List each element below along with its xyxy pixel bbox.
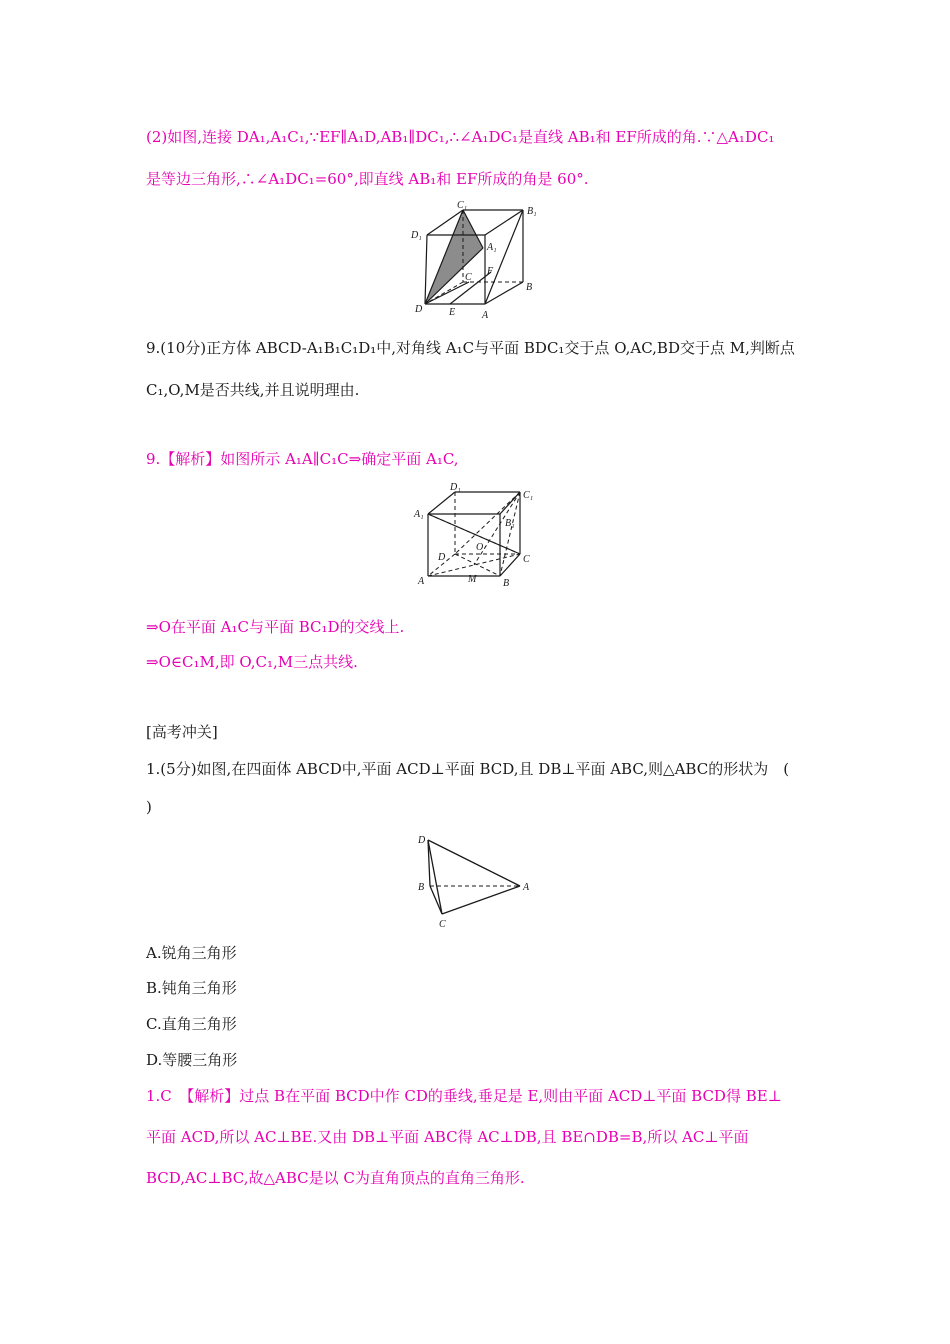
label-A: A	[523, 882, 530, 893]
label-E: E	[449, 307, 456, 318]
solution-9-line3: ⇒O∈C₁M,即 O,C₁,M三点共线.	[146, 653, 358, 671]
label-D1: D₁	[450, 482, 461, 493]
label-C1: C₁	[523, 490, 534, 501]
label-D1: D₁	[411, 230, 422, 241]
option-a: A.锐角三角形	[146, 944, 237, 962]
question-9-line2: C₁,O,M是否共线,并且说明理由.	[146, 381, 360, 399]
solution-1-line3: BCD,AC⊥BC,故△ABC是以 C为直角顶点的直角三角形.	[146, 1169, 525, 1187]
question-9-line1: 9.(10分)正方体 ABCD-A₁B₁C₁D₁中,对角线 A₁C与平面 BDC₁交于点 O,AC,BD交于点 M,判断点	[146, 339, 795, 357]
option-c: C.直角三角形	[146, 1015, 237, 1033]
label-C: C	[439, 919, 446, 930]
label-D: D	[438, 552, 446, 563]
label-B1: B₁	[527, 206, 537, 217]
label-C1: C₁	[457, 200, 468, 211]
label-B1: B₁	[505, 518, 515, 529]
label-B: B	[418, 882, 425, 893]
label-B: B	[526, 282, 533, 293]
solution-8-part2-line1: (2)如图,连接 DA₁,A₁C₁,∵EF∥A₁D,AB₁∥DC₁,∴∠A₁DC₁是直线 AB₁和 EF所成的角.∵△A₁DC₁	[146, 128, 775, 146]
label-M: M	[468, 574, 477, 585]
option-b: B.钝角三角形	[146, 979, 237, 997]
tetrahedron-figure	[410, 828, 540, 937]
solution-9-line1: 9.【解析】如图所示 A₁A∥C₁C⇒确定平面 A₁C,	[146, 450, 459, 468]
solution-1-line1: 1.C 【解析】过点 B在平面 BCD中作 CD的垂线,垂足是 E,则由平面 ACD⊥平面 BCD得 BE⊥	[146, 1087, 782, 1105]
label-A1: A₁	[487, 242, 497, 253]
label-F: F	[487, 266, 494, 277]
cube-figure-2	[410, 480, 550, 594]
label-C: C	[465, 272, 472, 283]
label-A: A	[482, 310, 489, 321]
label-D: D	[415, 304, 423, 315]
label-O: O	[476, 542, 484, 553]
option-d: D.等腰三角形	[146, 1051, 238, 1069]
question-1-line1: 1.(5分)如图,在四面体 ABCD中,平面 ACD⊥平面 BCD,且 DB⊥平面 ABC,则△ABC的形状为 (	[146, 760, 790, 778]
question-1-line2: )	[146, 798, 152, 816]
label-A1: A₁	[414, 509, 424, 520]
label-B: B	[503, 578, 510, 589]
solution-9-line2: ⇒O在平面 A₁C与平面 BC₁D的交线上.	[146, 618, 405, 636]
section-title: [高考冲关]	[146, 723, 218, 741]
solution-1-line2: 平面 ACD,所以 AC⊥BE.又由 DB⊥平面 ABC得 AC⊥DB,且 BE∩DB=B,所以 AC⊥平面	[146, 1128, 749, 1146]
label-C: C	[523, 554, 530, 565]
cube-figure-1	[405, 200, 545, 329]
label-A: A	[418, 576, 425, 587]
solution-8-part2-line2: 是等边三角形,∴∠A₁DC₁=60°,即直线 AB₁和 EF所成的角是 60°.	[146, 170, 589, 188]
label-D: D	[418, 835, 426, 846]
